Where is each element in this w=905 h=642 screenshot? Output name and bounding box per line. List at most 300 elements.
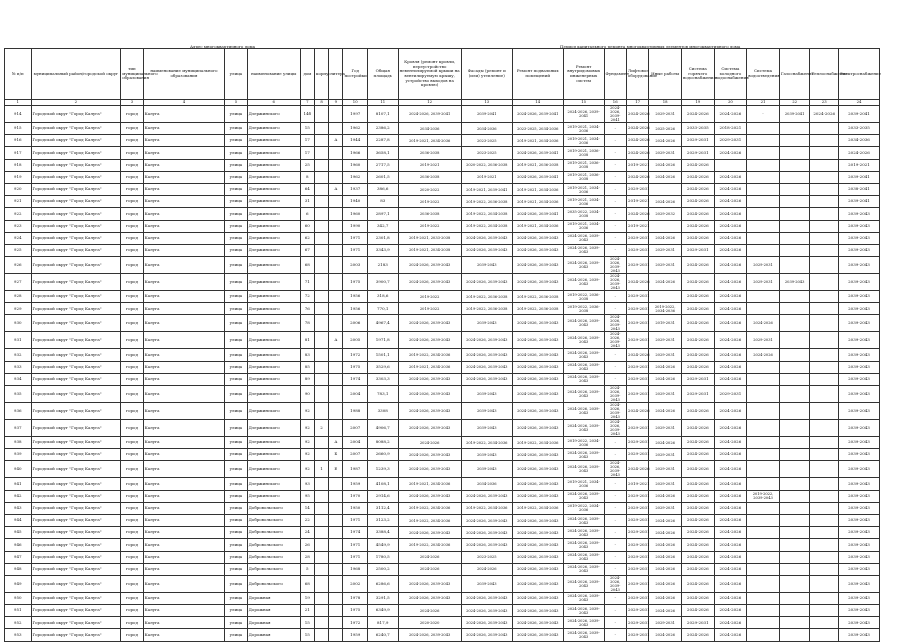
electric-cell: 2039-2043 [838,303,879,315]
heat-cell [810,303,839,315]
table-row [5,629,880,641]
street-name-cell: Дзержинского [247,437,300,449]
municipality-cell: Городской округ "Город Калуга" [31,315,121,332]
year-built-cell: 1970 [343,490,367,502]
heat-cell [810,135,839,147]
electric-cell: 2039-2043 [838,361,879,373]
gas-cell [779,575,810,592]
house-cell: 71 [300,274,314,291]
other-works-cell: 2024-2026 [649,171,682,183]
facade-period-cell: 2024-2026, 2039-2043 [461,617,512,629]
column-number-cell: 22 [779,100,810,106]
street-type-cell: улица [225,629,247,641]
systems-period-cell: 2024-2026, 2039-2043 [563,514,604,526]
house-cell: 14 [300,502,314,514]
settlement-cell: Калуга [143,291,225,303]
year-built-cell: 1962 [343,123,367,135]
hot-water-cell: 2029-2031 [681,617,714,629]
foundation-period-cell: 2024-2026, 2039-2043 [604,461,626,478]
area-cell: 318,6 [367,291,398,303]
column-number-cell: 16 [604,100,626,106]
basement-period-cell: 2024-2026, 2039-2043 [512,478,563,490]
municipality-cell: Городской округ "Город Калуга" [31,437,121,449]
settlement-type-cell: город [121,232,143,244]
hot-water-cell: 2024-2026 [681,291,714,303]
year-built-cell: 1971 [343,244,367,256]
hot-water-cell: 2029-2031 [681,373,714,385]
street-type-cell: улица [225,291,247,303]
building-cell [314,183,328,195]
other-works-cell: 2024-2026 [649,159,682,171]
building-cell [314,361,328,373]
roof-period-cell: 2036-2038 [398,171,461,183]
other-works-cell: 2029-2031 [649,106,682,123]
foundation-period-cell: - [604,244,626,256]
gas-cell: 2039-2041 [779,106,810,123]
cold-water-cell: 2024-2026 [714,449,747,461]
house-cell: 92 [300,437,314,449]
heat-cell [810,196,839,208]
systems-period-cell: 2024-2026, 2039-2043 [563,551,604,563]
col-systems-header: Ремонт внутридомовых инженерных систем [563,49,604,100]
column-number-cell: 2 [31,100,121,106]
street-name-cell: Дзержинского [247,106,300,123]
area-cell: 6286,6 [367,575,398,592]
letter-cell: А [329,437,343,449]
municipality-cell: Городской округ "Город Калуга" [31,232,121,244]
hot-water-cell: 2029-2031 [681,244,714,256]
electric-cell: 2039-2043 [838,502,879,514]
basement-period-cell: 2024-2026, 2039-2043 [512,605,563,617]
foundation-period-cell: - [604,592,626,604]
foundation-period-cell: - [604,220,626,232]
cold-water-cell: 2024-2026 [714,373,747,385]
house-cell: 93 [300,478,314,490]
electric-cell: 2039-2043 [838,403,879,420]
building-cell [314,135,328,147]
letter-cell [329,373,343,385]
table-row [5,291,880,303]
systems-period-cell: 2024-2026, 2039-2043 [563,449,604,461]
street-name-cell: Дзержинского [247,449,300,461]
area-cell: 342,7 [367,220,398,232]
column-number-cell: 3 [121,100,143,106]
row-number-cell: 917 [5,147,32,159]
roof-period-cell: 2036-2038 [398,147,461,159]
municipality-cell: Городской округ "Город Калуга" [31,332,121,349]
table-row [5,183,880,195]
electric-cell: 2033-2035 [838,123,879,135]
settlement-type-cell: город [121,592,143,604]
area-cell: 6240,7 [367,629,398,641]
row-number-cell: 944 [5,514,32,526]
building-cell: 1 [314,461,328,478]
foundation-period-cell: - [604,514,626,526]
building-cell [314,539,328,551]
letter-cell [329,605,343,617]
settlement-cell: Калуга [143,332,225,349]
cold-water-cell: 2024-2026 [714,171,747,183]
row-number-cell: 918 [5,159,32,171]
elevator-period-cell: 2029-2031 [626,539,648,551]
hot-water-cell: 2024-2026 [681,514,714,526]
sewer-cell [747,563,780,575]
letter-cell [329,106,343,123]
municipality-cell: Городской округ "Город Калуга" [31,403,121,420]
year-built-cell: 1978 [343,592,367,604]
basement-period-cell: 2024-2026, 2039-2043 [512,461,563,478]
col-sewer-header: Система водоотведения [747,49,780,100]
roof-period-cell: 2019-2022 [398,220,461,232]
cold-water-cell: 2024-2026 [714,490,747,502]
building-cell: 2 [314,420,328,437]
area-cell: 2717,5 [367,159,398,171]
roof-period-cell: 2024-2026 [398,563,461,575]
municipality-cell: Городской округ "Город Калуга" [31,135,121,147]
municipality-cell: Городской округ "Город Калуга" [31,490,121,502]
basement-period-cell: 2024-2026, 2039-2043 [512,349,563,361]
column-number-cell: 1 [5,100,32,106]
settlement-type-cell: город [121,490,143,502]
col-house-header: дом [300,49,314,100]
column-number-cell: 12 [398,100,461,106]
row-number-cell: 937 [5,420,32,437]
row-number-cell: 936 [5,403,32,420]
sewer-cell [747,123,780,135]
gas-cell [779,502,810,514]
area-cell: 3658,1 [367,147,398,159]
settlement-type-cell: город [121,303,143,315]
heat-cell [810,514,839,526]
foundation-period-cell: 2024-2026, 2039-2043 [604,315,626,332]
basement-period-cell: 2024-2026, 2039-2041 [512,208,563,220]
gas-cell [779,461,810,478]
basement-period-cell: 2024-2026, 2039-2043 [512,527,563,539]
electric-cell: 2039-2043 [838,315,879,332]
gas-cell [779,592,810,604]
settlement-type-cell: город [121,373,143,385]
basement-period-cell: 2024-2026, 2039-2043 [512,361,563,373]
roof-period-cell: 2024-2026, 2039-2043 [398,332,461,349]
systems-period-cell: 2024-2026, 2039-2043 [563,315,604,332]
electric-cell: 2034-2036 [838,135,879,147]
other-works-cell: 2029-2031 [649,332,682,349]
roof-period-cell: 2024-2026, 2039-2043 [398,629,461,641]
year-built-cell: 2005 [343,332,367,349]
sewer-cell [747,291,780,303]
col-year-header: Год постройки [343,49,367,100]
letter-cell [329,171,343,183]
table-body [5,106,880,642]
col-hot-water-header: Система горячего водоснабжения [681,49,714,100]
roof-period-cell: 2036-2038 [398,208,461,220]
electric-cell: 2038-2041 [838,183,879,195]
settlement-type-cell: город [121,257,143,274]
facade-period-cell: 2039-2043 [461,461,512,478]
sewer-cell [747,478,780,490]
letter-cell [329,527,343,539]
gas-cell [779,220,810,232]
settlement-type-cell: город [121,605,143,617]
year-built-cell: 1968 [343,563,367,575]
gas-cell [779,171,810,183]
elevator-period-cell: 2024-2026 [626,208,648,220]
sewer-cell [747,159,780,171]
heat-cell [810,244,839,256]
street-name-cell: Дзержинского [247,171,300,183]
year-built-cell: 1959 [343,629,367,641]
heat-cell [810,461,839,478]
sewer-cell [747,420,780,437]
area-cell: 3123,2 [367,514,398,526]
settlement-cell: Калуга [143,171,225,183]
street-type-cell: улица [225,437,247,449]
street-name-cell: Добровольского [247,539,300,551]
sewer-cell [747,437,780,449]
other-works-cell: 2024-2026 [649,490,682,502]
street-type-cell: улица [225,361,247,373]
year-built-cell: 1975 [343,605,367,617]
house-cell: 92 [300,403,314,420]
electric-cell: 2039-2043 [838,244,879,256]
cold-water-cell: 2024-2026 [714,617,747,629]
foundation-period-cell: 2024-2026, 2039-2043 [604,332,626,349]
row-number-cell: 926 [5,257,32,274]
municipality-cell: Городской округ "Город Калуга" [31,303,121,315]
municipality-cell: Городской округ "Город Калуга" [31,449,121,461]
municipality-cell: Городской округ "Город Калуга" [31,291,121,303]
letter-cell: А [329,332,343,349]
col-municipality-header: муниципальный район/городской округ [31,49,121,100]
col-area-header: Общая площадь [367,49,398,100]
cold-water-cell: 2024-2026 [714,291,747,303]
basement-period-cell: 2024-2026, 2039-2043 [512,563,563,575]
row-number-cell: 922 [5,208,32,220]
sewer-cell [747,386,780,403]
row-number-cell: 933 [5,361,32,373]
row-number-cell: 934 [5,373,32,385]
gas-cell [779,563,810,575]
settlement-type-cell: город [121,244,143,256]
col-letter-header: литера [329,49,343,100]
row-number-cell: 927 [5,274,32,291]
sewer-cell [747,196,780,208]
roof-period-cell: 2024-2026, 2039-2043 [398,575,461,592]
cold-water-cell: 2024-2026 [714,563,747,575]
settlement-cell: Калуга [143,449,225,461]
settlement-type-cell: город [121,449,143,461]
gas-cell [779,208,810,220]
table-row [5,257,880,274]
settlement-type-cell: город [121,617,143,629]
year-built-cell: 1975 [343,274,367,291]
street-name-cell: Дзержинского [247,461,300,478]
street-name-cell: Дзержинского [247,349,300,361]
heat-cell [810,257,839,274]
table-row [5,461,880,478]
municipality-cell: Городской округ "Город Калуга" [31,420,121,437]
cold-water-cell: 2024-2026 [714,349,747,361]
municipality-cell: Городской округ "Город Калуга" [31,575,121,592]
street-type-cell: улица [225,208,247,220]
settlement-cell: Калуга [143,437,225,449]
row-number-cell: 935 [5,386,32,403]
column-number-cell: 5 [225,100,247,106]
foundation-period-cell: - [604,208,626,220]
settlement-cell: Калуга [143,502,225,514]
street-type-cell: улица [225,592,247,604]
area-cell: 4967,4 [367,315,398,332]
settlement-type-cell: город [121,183,143,195]
house-cell: 83 [300,349,314,361]
building-cell [314,629,328,641]
elevator-period-cell: 2024-2026 [626,461,648,478]
other-works-cell: 2024-2026 [649,514,682,526]
facade-period-cell: 2019-2022, 2034-2036 [461,437,512,449]
roof-period-cell: 2024-2026, 2039-2041 [398,106,461,123]
gas-cell [779,617,810,629]
settlement-cell: Калуга [143,629,225,641]
table-row [5,490,880,502]
electric-cell: 2039-2043 [838,349,879,361]
systems-period-cell: 2024-2026, 2039-2043 [563,257,604,274]
letter-cell [329,123,343,135]
municipality-cell: Городской округ "Город Калуга" [31,220,121,232]
other-works-cell: 2024-2026 [649,437,682,449]
settlement-type-cell: город [121,171,143,183]
cold-water-cell: 2024-2026 [714,514,747,526]
other-works-cell: 2029-2032 [649,208,682,220]
table-row [5,527,880,539]
basement-period-cell: 2019-2022, 2034-2036 [512,502,563,514]
sewer-cell: 2024-2026 [747,315,780,332]
settlement-type-cell: город [121,478,143,490]
street-name-cell: Дзержинского [247,303,300,315]
settlement-cell: Калуга [143,196,225,208]
foundation-period-cell: 2024-2026, 2039-2041 [604,106,626,123]
other-works-cell: 2024-2026 [649,539,682,551]
settlement-type-cell: город [121,403,143,420]
hot-water-cell: 2024-2026 [681,502,714,514]
area-cell: 3303,3 [367,373,398,385]
row-number-cell: 947 [5,551,32,563]
elevator-period-cell: 2029-2031 [626,617,648,629]
hot-water-cell: 2024-2026 [681,575,714,592]
column-number-cell: 4 [143,100,225,106]
cold-water-cell: 2024-2026 [714,274,747,291]
other-works-cell: 2029-2031 [649,449,682,461]
building-cell [314,478,328,490]
street-type-cell: улица [225,232,247,244]
row-number-cell: 953 [5,629,32,641]
table-row [5,403,880,420]
area-cell: 2287,8 [367,135,398,147]
letter-cell: А [329,135,343,147]
cold-water-cell: 2024-2026 [714,592,747,604]
street-name-cell: Дзержинского [247,147,300,159]
row-number-cell: 940 [5,461,32,478]
elevator-period-cell: 2029-2031 [626,527,648,539]
sewer-cell [747,373,780,385]
col-facade-header: Фасады (ремонт и (или) утепление) [461,49,512,100]
settlement-type-cell: город [121,208,143,220]
table-row [5,617,880,629]
street-type-cell: улица [225,196,247,208]
systems-period-cell: 2024-2026, 2039-2043 [563,461,604,478]
house-cell: 90 [300,386,314,403]
facade-period-cell: 2024-2026, 2039-2043 [461,605,512,617]
heat-cell [810,159,839,171]
basement-period-cell: 2024-2026, 2039-2043 [512,592,563,604]
street-type-cell: улица [225,171,247,183]
other-works-cell: 2024-2026 [649,196,682,208]
street-type-cell: улица [225,449,247,461]
sewer-cell [747,449,780,461]
other-works-cell: 2029-2031 [649,420,682,437]
row-number-cell: 945 [5,527,32,539]
systems-period-cell: 2024-2026, 2039-2043 [563,420,604,437]
house-cell: 22 [300,514,314,526]
foundation-period-cell: 2024-2026, 2039-2043 [604,274,626,291]
building-cell [314,527,328,539]
basement-period-cell: 2024-2026, 2039-2043 [512,539,563,551]
other-works-cell: 2019-2031 [649,315,682,332]
street-type-cell: улица [225,403,247,420]
systems-period-cell: 2019-2021, 2034-2036 [563,123,604,135]
house-cell: 21 [300,605,314,617]
roof-period-cell: 2020-2020 [398,617,461,629]
electric-cell: 2039-2043 [838,332,879,349]
hot-water-cell: 2024-2026 [681,106,714,123]
year-built-cell: 1937 [343,183,367,195]
heat-cell [810,332,839,349]
house-cell: 15 [300,123,314,135]
foundation-period-cell: - [604,349,626,361]
building-cell [314,403,328,420]
settlement-type-cell: город [121,437,143,449]
house-cell: 76 [300,303,314,315]
systems-period-cell: 2024-2026, 2039-2043 [563,232,604,244]
municipality-cell: Городской округ "Город Калуга" [31,563,121,575]
settlement-cell: Калуга [143,514,225,526]
systems-period-cell: 2019-2021, 2034-2036 [563,196,604,208]
roof-period-cell: 2024-2026, 2039-2043 [398,592,461,604]
facade-period-cell: 2024-2026, 2039-2043 [461,274,512,291]
area-cell: 770,1 [367,303,398,315]
settlement-type-cell: город [121,349,143,361]
hot-water-cell: 2024-2026 [681,349,714,361]
heat-cell [810,420,839,437]
column-number-cell: 23 [810,100,839,106]
hot-water-cell: 2024-2026 [681,563,714,575]
heat-cell [810,361,839,373]
cold-water-cell: 2024-2026 [714,244,747,256]
electric-cell: 2039-2043 [838,449,879,461]
heat-cell [810,478,839,490]
col-cold-water-header: Система холодного водоснабжения [714,49,747,100]
facade-period-cell: 2019-2022, 2034-2036 [461,502,512,514]
facade-period-cell: 2020-2022, 2036-2038 [461,159,512,171]
cold-water-cell: 2024-2026 [714,437,747,449]
roof-period-cell: 2034-2036 [398,123,461,135]
electric-cell: 2039-2043 [838,461,879,478]
electric-cell: 2039-2043 [838,592,879,604]
electric-cell: 2039-2041 [838,106,879,123]
foundation-period-cell: - [604,291,626,303]
basement-period-cell: 2024-2026, 2039-2043 [512,514,563,526]
cold-water-cell: 2024-2026 [714,361,747,373]
hot-water-cell: 2024-2026 [681,527,714,539]
